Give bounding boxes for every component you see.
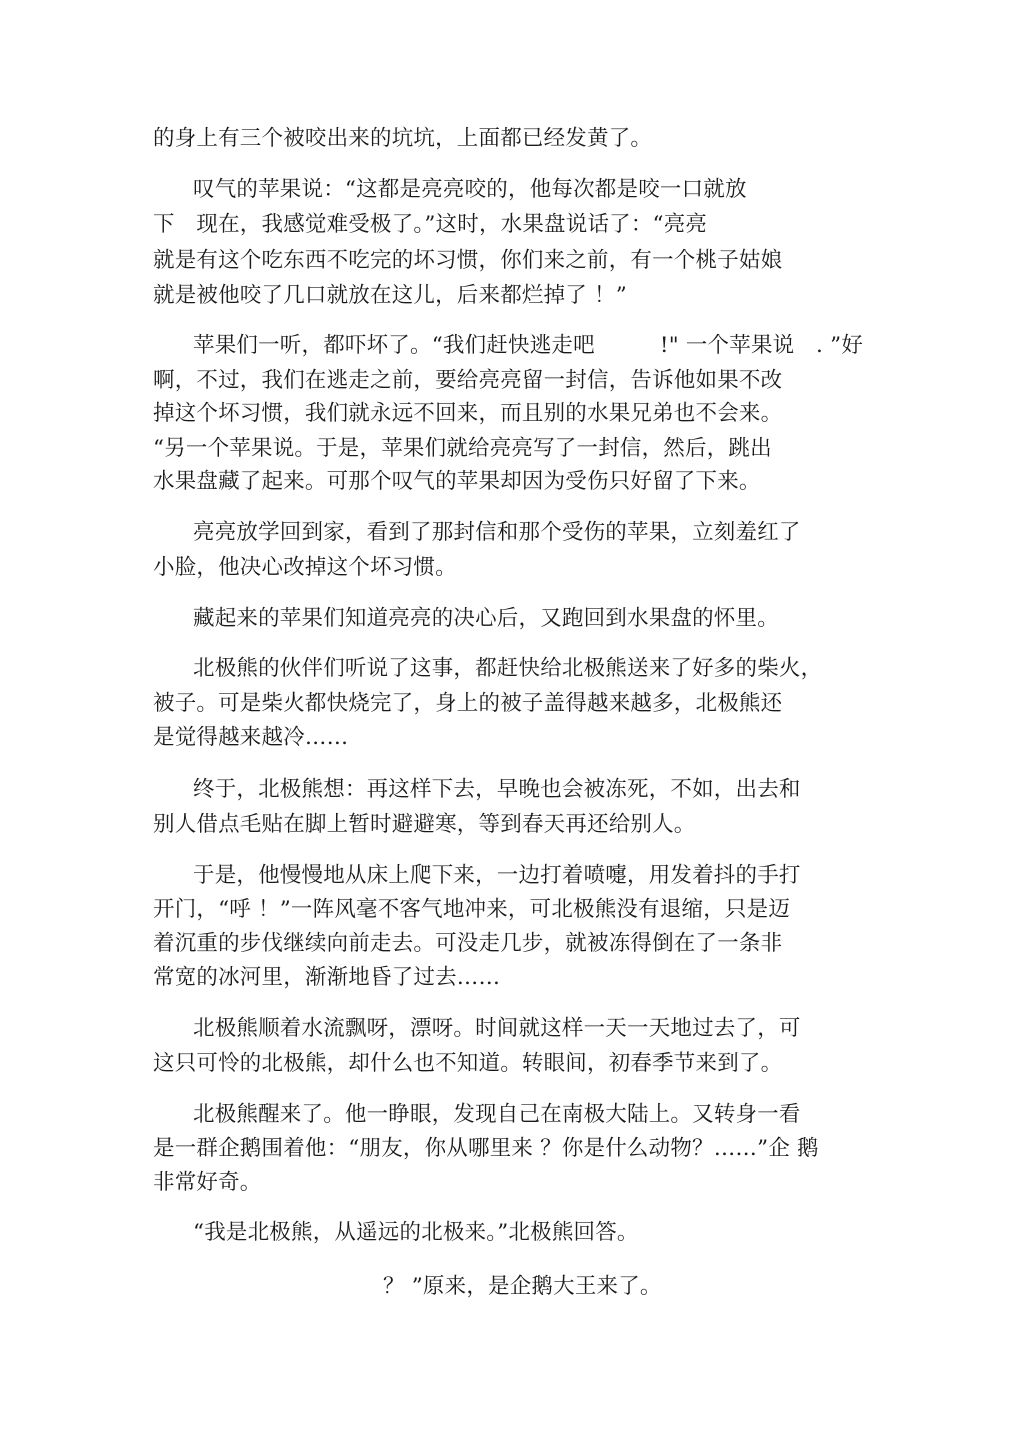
text-line: 这只可怜的北极熊，却什么也不知道。转眼间，初春季节来到了。	[153, 1051, 783, 1076]
text-line: ？ ”原来，是企鹅大王来了。	[383, 1274, 662, 1299]
text-line: 北极熊醒来了。他一睁眼，发现自己在南极大陆上。又转身一看	[193, 1102, 801, 1127]
text-line: 亮亮放学回到家，看到了那封信和那个受伤的苹果，立刻羞红了	[193, 520, 801, 545]
text-line: 是一群企鹅围着他：“朋友，你从哪里来 ？你是什么动物？……”企 鹅	[153, 1136, 819, 1161]
text-line: 叹气的苹果说：“这都是亮亮咬的，他每次都是咬一口就放	[193, 177, 747, 202]
text-line: 非常好奇。	[153, 1170, 262, 1195]
text-line: 的身上有三个被咬出来的坑坑，上面都已经发黄了。	[153, 126, 653, 151]
text-line: 被子。可是柴火都快烧完了，身上的被子盖得越来越多，北极熊还	[153, 691, 783, 716]
text-line: 啊，不过，我们在逃走之前，要给亮亮留一封信，告诉他如果不改	[153, 368, 783, 393]
text-line: “另一个苹果说。于是，苹果们就给亮亮写了一封信，然后，跳出	[153, 436, 772, 461]
text-line: 着沉重的步伐继续向前走去。可没走几步，就被冻得倒在了一条非	[153, 931, 783, 956]
text-line: 就是有这个吃东西不吃完的坏习惯，你们来之前，有一个桃子姑娘	[153, 248, 783, 273]
text-line: 水果盘藏了起来。可那个叹气的苹果却因为受伤只好留了下来。	[153, 469, 761, 494]
text-line: 下 现在，我感觉难受极了。”这时，水果盘说话了：“亮亮	[153, 212, 708, 237]
text-line: “我是北极熊，从遥远的北极来。”北极熊回答。	[193, 1220, 639, 1245]
text-line: 开门，“呼 ！”一阵风毫不客气地冲来，可北极熊没有退缩，只是迈	[153, 897, 791, 922]
text-line: 于是，他慢慢地从床上爬下来，一边打着喷嚏，用发着抖的手打	[193, 863, 801, 888]
text-line: 苹果们一听，都吓坏了。“我们赶快逃走吧 !" 一个苹果说 . ”好	[193, 333, 864, 358]
text-line: 藏起来的苹果们知道亮亮的决心后，又跑回到水果盘的怀里。	[193, 606, 779, 631]
text-line: 小脸，他决心改掉这个坏习惯。	[153, 555, 457, 580]
text-line: 北极熊的伙伴们听说了这事，都赶快给北极熊送来了好多的柴火，	[193, 656, 823, 681]
text-line: 就是被他咬了几口就放在这儿，后来都烂掉了 ！”	[153, 283, 627, 308]
text-line: 北极熊顺着水流飘呀，漂呀。时间就这样一天一天地过去了，可	[193, 1016, 801, 1041]
text-line: 常宽的冰河里，渐渐地昏了过去……	[153, 965, 501, 990]
text-line: 是觉得越来越冷……	[153, 725, 349, 750]
text-line: 终于，北极熊想：再这样下去，早晚也会被冻死，不如，出去和	[193, 777, 801, 802]
text-line: 掉这个坏习惯，我们就永远不回来，而且别的水果兄弟也不会来。	[153, 401, 783, 426]
text-line: 别人借点毛贴在脚上暂时避避寒，等到春天再还给别人。	[153, 812, 696, 837]
